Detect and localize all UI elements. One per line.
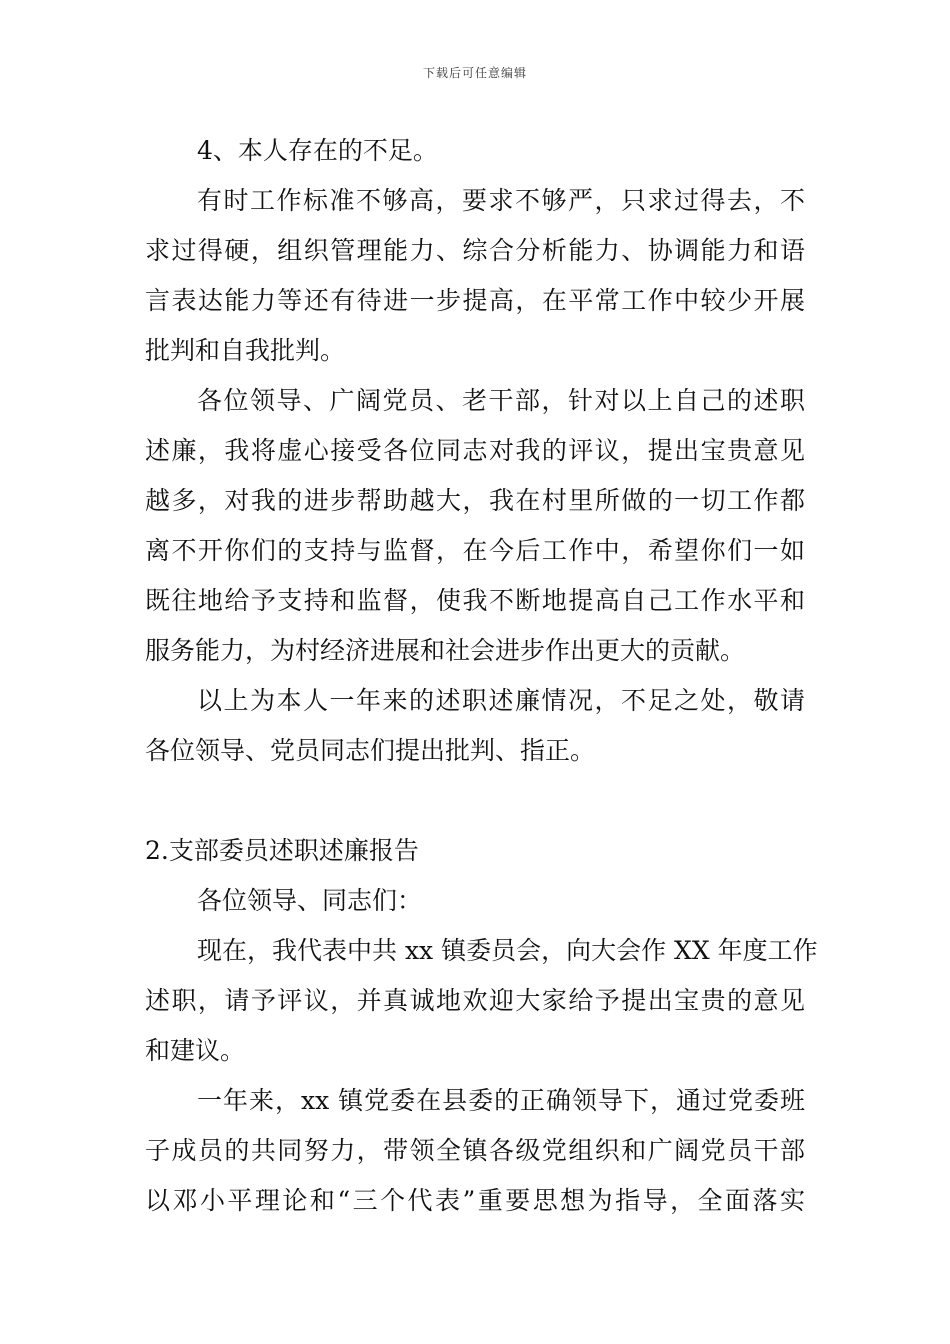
page-header: 下载后可任意编辑 (422, 66, 527, 80)
section-heading: 2.支部委员述职述廉报告 (145, 836, 419, 865)
section-2 (145, 826, 818, 1226)
text-line: 离不开你们的支持与监督，在今后工作中，希望你们一如 (145, 536, 805, 565)
section-1 (145, 126, 805, 776)
text-line: 以上为本人一年来的述职述廉情况，不足之处，敬请 (197, 686, 805, 715)
section-spacer (145, 776, 805, 826)
text-line: 越多，对我的进步帮助越大，我在村里所做的一切工作都 (145, 486, 805, 515)
text-line: 一年来，xx 镇党委在县委的正确领导下，通过党委班 (197, 1086, 805, 1115)
text-line: 有时工作标准不够高，要求不够严，只求过得去，不 (197, 186, 805, 215)
text-line: 现在，我代表中共 xx 镇委员会，向大会作 XX 年度工作 (197, 936, 818, 965)
text-line: 各位领导、党员同志们提出批判、指正。 (145, 736, 596, 765)
text-line: 和建议。 (145, 1036, 246, 1065)
text-line: 批判和自我批判。 (145, 336, 346, 365)
document-body (145, 126, 818, 1226)
text-line: 述廉，我将虚心接受各位同志对我的评议，提出宝贵意见 (145, 436, 805, 465)
text-line: 服务能力，为村经济进展和社会进步作出更大的贡献。 (145, 636, 746, 665)
text-line: 子成员的共同努力，带领全镇各级党组织和广阔党员干部 (145, 1136, 805, 1165)
text-line: 以邓小平理论和“三个代表”重要思想为指导，全面落实 (145, 1186, 805, 1215)
text-line: 既往地给予支持和监督，使我不断地提高自己工作水平和 (145, 586, 805, 615)
text-line: 各位领导、同志们： (197, 886, 423, 915)
text-line: 各位领导、广阔党员、老干部，针对以上自己的述职 (197, 386, 805, 415)
text-line: 言表达能力等还有待进一步提高，在平常工作中较少开展 (145, 286, 805, 315)
text-line: 4、本人存在的不足。 (197, 136, 438, 165)
text-line: 求过得硬，组织管理能力、综合分析能力、协调能力和语 (145, 236, 805, 265)
text-line: 述职，请予评议，并真诚地欢迎大家给予提出宝贵的意见 (145, 986, 805, 1015)
